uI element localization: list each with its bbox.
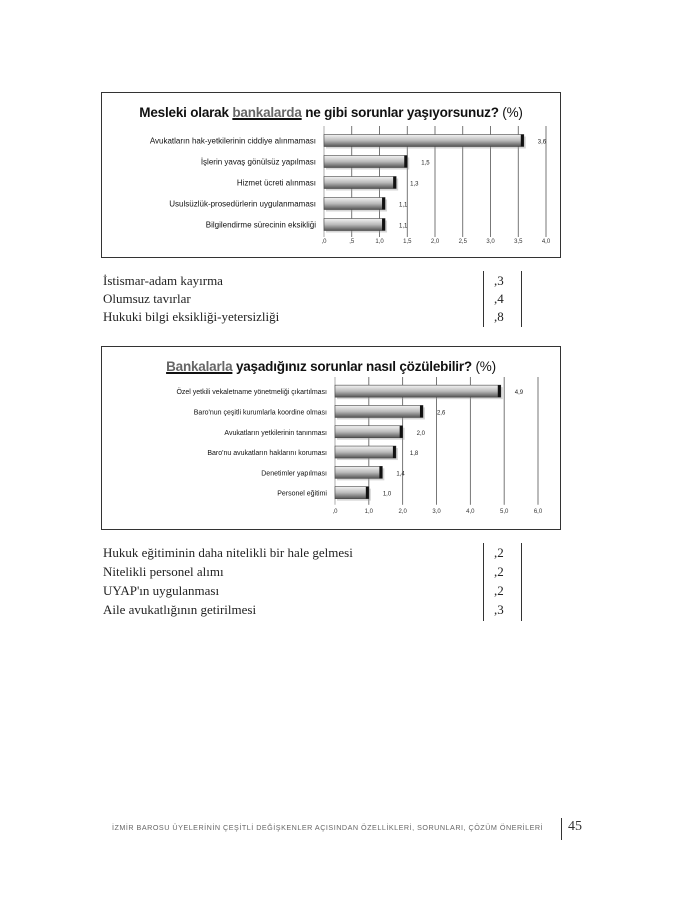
table-row-value: ,8 bbox=[494, 309, 504, 324]
bar bbox=[335, 385, 501, 397]
table-row-label: Aile avukatlığının getirilmesi bbox=[103, 602, 257, 617]
value-label: 1,3 bbox=[410, 181, 419, 188]
value-label: 1,1 bbox=[399, 223, 408, 230]
x-tick-label: 2,0 bbox=[430, 239, 440, 245]
value-label: 1,5 bbox=[421, 160, 430, 167]
category-label: Avukatların hak-yetkilerinin ciddiye alınmaması bbox=[149, 136, 316, 146]
category-label: Bilgilendirme sürecinin eksikliği bbox=[205, 220, 316, 230]
table-row-label: Hukuk eğitiminin daha nitelikli bir hale gelmesi bbox=[103, 545, 353, 560]
title-highlight: bankalarda bbox=[232, 105, 302, 120]
table-row-value: ,2 bbox=[494, 545, 504, 560]
x-tick-label: 3,0 bbox=[432, 509, 441, 515]
table-column-divider bbox=[483, 543, 484, 621]
x-tick-label: ,0 bbox=[321, 239, 327, 245]
category-label: Baro'nu avukatların haklarını koruması bbox=[207, 450, 327, 458]
chart-bank-problems bbox=[101, 92, 561, 258]
title-part: ne gibi sorunlar yaşıyorsunuz? bbox=[301, 105, 499, 120]
bar-chart-svg bbox=[102, 347, 560, 529]
category-label: Avukatların yetkilerinin tanınması bbox=[224, 429, 327, 437]
bar bbox=[335, 487, 369, 499]
table-row-value: ,3 bbox=[494, 273, 504, 288]
bar bbox=[324, 177, 396, 189]
value-label: 1,4 bbox=[396, 471, 405, 478]
x-tick-label: 5,0 bbox=[499, 509, 509, 515]
title-unit: (%) bbox=[471, 359, 496, 374]
bar-end-cap bbox=[393, 446, 396, 458]
bar-end-cap bbox=[521, 135, 524, 147]
table-row-label: Nitelikli personel alımı bbox=[103, 564, 224, 579]
table-row-value: ,4 bbox=[494, 291, 504, 306]
x-tick-label: 4,0 bbox=[466, 509, 475, 515]
bar bbox=[335, 446, 396, 458]
x-tick-label: 6,0 bbox=[533, 509, 543, 515]
bar-end-cap bbox=[498, 385, 501, 397]
title-part: yaşadığınız sorunlar nasıl çözülebilir? bbox=[232, 359, 472, 374]
table-row-label: İstismar-adam kayırma bbox=[103, 273, 223, 288]
value-label: 1,0 bbox=[382, 491, 392, 498]
footer-text: İZMİR BAROSU ÜYELERİNİN ÇEŞİTLİ DEĞİŞKENLER AÇISINDAN ÖZELLİKLERİ, SORUNLARI, ÇÖZÜM ÖNERİLERİ bbox=[112, 823, 544, 832]
x-tick-label: 2,5 bbox=[458, 239, 467, 245]
table-column-divider bbox=[521, 543, 522, 621]
value-label: 1,8 bbox=[409, 451, 419, 458]
x-tick-label: ,0 bbox=[332, 509, 338, 515]
category-label: Personel eğitimi bbox=[277, 490, 327, 498]
footer-divider bbox=[561, 818, 562, 840]
bar-end-cap bbox=[382, 198, 385, 210]
category-label: Hizmet ücreti alınması bbox=[236, 178, 316, 188]
category-label: İşlerin yavaş gönülsüz yapılması bbox=[200, 157, 316, 167]
bar-end-cap bbox=[382, 219, 385, 231]
category-label: Denetimler yapılması bbox=[261, 470, 327, 478]
x-tick-label: 1,0 bbox=[364, 509, 374, 515]
table-row-label: Hukuki bilgi eksikliği-yetersizliği bbox=[103, 309, 280, 324]
value-label: 3,6 bbox=[537, 139, 547, 146]
x-tick-label: 2,0 bbox=[398, 509, 407, 515]
table-row-value: ,2 bbox=[494, 583, 504, 598]
bar bbox=[335, 426, 403, 438]
x-tick-label: 3,0 bbox=[486, 239, 495, 245]
value-label: 2,6 bbox=[436, 410, 446, 417]
table-row-label: Olumsuz tavırlar bbox=[103, 291, 191, 306]
value-label: 4,9 bbox=[514, 390, 524, 397]
table-column-divider bbox=[521, 271, 522, 327]
x-tick-label: 3,5 bbox=[514, 239, 523, 245]
bar-end-cap bbox=[400, 426, 403, 438]
bar bbox=[324, 135, 524, 147]
bar-end-cap bbox=[404, 156, 407, 168]
title-part: Mesleki olarak bbox=[139, 105, 233, 120]
bar-end-cap bbox=[393, 177, 396, 189]
bar-chart-svg bbox=[102, 93, 560, 257]
table-column-divider bbox=[483, 271, 484, 327]
title-highlight: Bankalarla bbox=[166, 359, 233, 374]
x-tick-label: ,5 bbox=[349, 239, 355, 245]
category-label: Baro'nun çeşitli kurumlarla koordine olması bbox=[193, 409, 327, 417]
bar-end-cap bbox=[420, 405, 423, 417]
title-unit: (%) bbox=[498, 105, 523, 120]
bar-end-cap bbox=[366, 487, 369, 499]
bar bbox=[324, 198, 385, 210]
category-label: Usulsüzlük-prosedürlerin uygulanmaması bbox=[169, 199, 316, 209]
table-row-value: ,2 bbox=[494, 564, 504, 579]
table-row-value: ,3 bbox=[494, 602, 504, 617]
x-tick-label: 1,5 bbox=[403, 239, 412, 245]
chart-bank-solutions bbox=[101, 346, 561, 530]
bar bbox=[335, 405, 423, 417]
value-label: 2,0 bbox=[416, 430, 426, 437]
category-label: Özel yetkili vekaletname yönetmeliği çıkartılması bbox=[176, 389, 327, 397]
x-tick-label: 4,0 bbox=[541, 239, 551, 245]
x-tick-label: 1,0 bbox=[375, 239, 384, 245]
page-number: 45 bbox=[568, 819, 582, 834]
bar bbox=[335, 466, 382, 478]
table-row-label: UYAP'ın uygulanması bbox=[103, 583, 220, 598]
bar-end-cap bbox=[379, 466, 382, 478]
value-label: 1,1 bbox=[399, 202, 408, 209]
bar bbox=[324, 219, 385, 231]
bar bbox=[324, 156, 407, 168]
